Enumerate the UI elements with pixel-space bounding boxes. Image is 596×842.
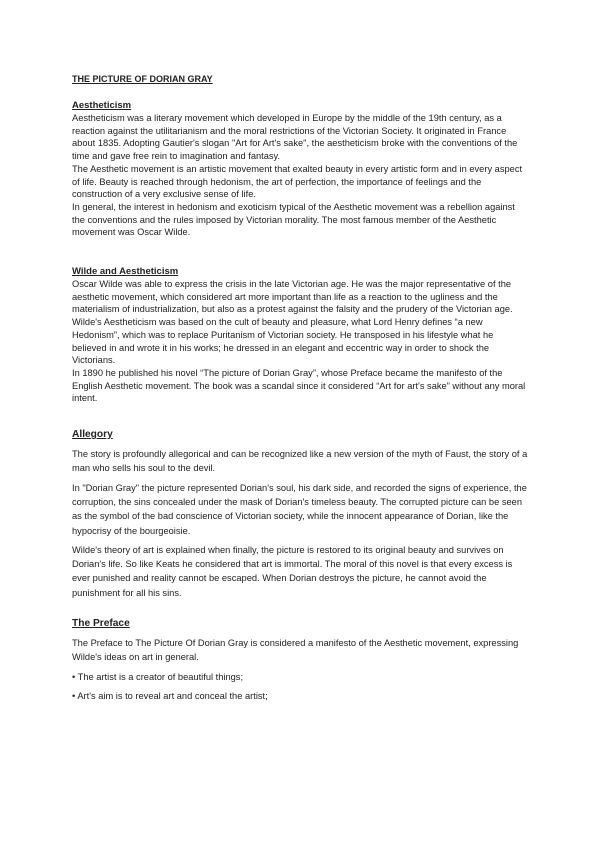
bullet-item: • Art's aim is to reveal art and conceal the artist; (72, 690, 268, 701)
section-wilde-and-aestheticism (72, 265, 528, 405)
paragraph: Oscar Wilde was able to express the crisis in the late Victorian age. He was the major representative of the aesthetic movement, which considered art more important than life as a reaction to the ugliness and the materialism of industrialization, but also as a protest against the falsity and the prudery of the Victorian age. (72, 279, 513, 315)
section-heading: Aestheticism (72, 100, 132, 111)
section-aestheticism (72, 99, 528, 239)
document-body (72, 73, 528, 703)
paragraph: Aestheticism was a literary movement which developed in Europe by the middle of the 19th century, as a reaction against the utilitarianism and the moral restrictions of the Victorian Society. It originated in France about 1835. Adopting Gautier's slogan "Art for Art's sake", the aestheticism broke with the conventions of the time and gave free rein to imagination and fantasy. (72, 113, 518, 162)
paragraph: In 1890 he published his novel “The picture of Dorian Gray”, whose Preface became the manifesto of the English Aesthetic movement. The book was a scandal since it considered “Art for art's sake” without any moral intent. (72, 367, 526, 404)
section-heading: The Preface (72, 618, 130, 630)
section-preface (72, 617, 528, 703)
document-title: THE PICTURE OF DORIAN GRAY (72, 74, 213, 84)
paragraph: Wilde's Aestheticism was based on the cult of beauty and pleasure, what Lord Henry defines “a new Hedonism”, which was to replace Puritanism of Victorian society. He transposed in his lifestyle what he believed in and wrote it in his works; he dressed in an elegant and eccentric way in order to shock the Victorians. (72, 317, 494, 366)
section-heading: Wilde and Aestheticism (72, 266, 179, 278)
bullet-item: • The artist is a creator of beautiful things; (72, 671, 244, 682)
section-heading: Allegory (72, 429, 113, 441)
paragraph: In general, the interest in hedonism and exoticism typical of the Aesthetic movement was a rebellion against the conventions and the rules imposed by Victorian morality. The most famous member of the Aesthetic movement was Oscar Wilde. (72, 201, 515, 238)
paragraph: The story is profoundly allegorical and can be recognized like a new version of the myth of Faust, the story of a man who sells his soul to the devil. (72, 449, 528, 474)
paragraph: The Preface to The Picture Of Dorian Gray is considered a manifesto of the Aesthetic movement, expressing Wilde's ideas on art in general. (72, 638, 519, 663)
paragraph: In "Dorian Gray" the picture represented Dorian's soul, his dark side, and recorded the signs of experience, the corruption, the sins concealed under the mask of Dorian's timeless beauty. The corrupted picture can be seen as the symbol of the bad conscience of Victorian society, while the innocent appearance of Dorian, like the hypocrisy of the bourgeoisie. (72, 482, 527, 536)
paragraph: Wilde's theory of art is explained when finally, the picture is restored to its original beauty and survives on Dorian's life. So like Keats he considered that art is immortal. The moral of this novel is that every excess is ever punished and reality cannot be escaped. When Dorian destroys the picture, he cannot avoid the punishment for all his sins. (72, 544, 513, 598)
section-allegory (72, 428, 528, 600)
paragraph: The Aesthetic movement is an artistic movement that exalted beauty in every artistic form and in every aspect of life. Beauty is reached through hedonism, the art of perfection, the importance of feelings and the construction of a very exclusive sense of life. (72, 163, 523, 200)
